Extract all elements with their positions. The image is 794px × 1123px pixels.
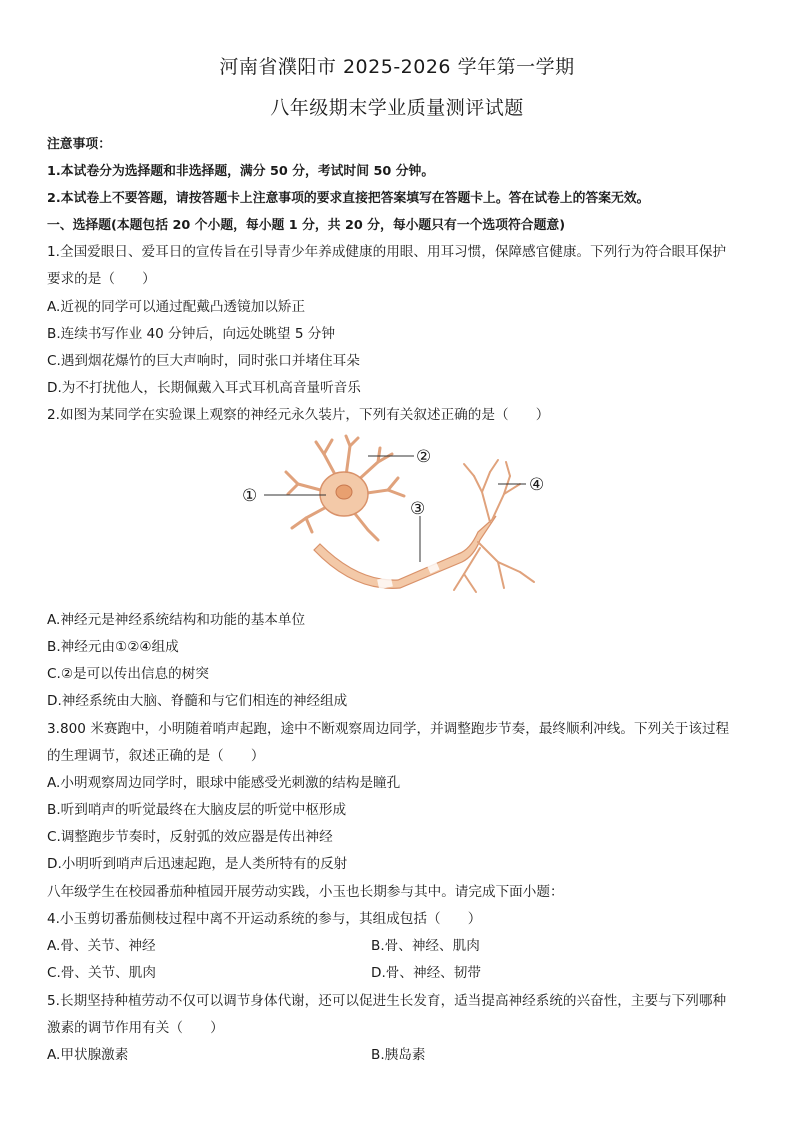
q1-stem-line1: 1.全国爱眼日、爱耳日的宣传旨在引导青少年养成健康的用眼、用耳习惯，保障感官健康。下列行为符合眼耳保护 xyxy=(47,244,727,260)
q4-stem: 4.小玉剪切番茄侧枝过程中离不开运动系统的参与，其组成包括（ ） xyxy=(47,911,482,927)
label-1: ① xyxy=(242,486,258,506)
q2-option-d: D.神经系统由大脑、脊髓和与它们相连的神经组成 xyxy=(47,693,348,709)
q1-option-b: B.连续书写作业 40 分钟后，向远处眺望 5 分钟 xyxy=(47,326,335,342)
label-4: ④ xyxy=(529,475,545,495)
q3-option-b: B.听到哨声的听觉最终在大脑皮层的听觉中枢形成 xyxy=(47,802,347,818)
exam-subtitle: 八年级期末学业质量测评试题 xyxy=(270,97,524,119)
q4-option-d: D.骨、神经、韧带 xyxy=(371,965,481,981)
axon-terminals xyxy=(454,460,534,592)
q3-stem-line1: 3.800 米赛跑中，小明随着哨声起跑，途中不断观察周边同学，并调整跑步节奏，最终顺利冲线。下列关于该过程 xyxy=(47,721,730,737)
exam-title: 河南省濮阳市 2025-2026 学年第一学期 xyxy=(219,56,575,78)
q2-option-a: A.神经元是神经系统结构和功能的基本单位 xyxy=(47,612,306,628)
q1-option-a: A.近视的同学可以通过配戴凸透镜加以矫正 xyxy=(47,299,306,315)
q1-option-c: C.遇到烟花爆竹的巨大声响时，同时张口并堵住耳朵 xyxy=(47,353,360,369)
notice-heading: 注意事项： xyxy=(47,137,111,152)
label-2: ② xyxy=(416,447,432,467)
q4-option-a: A.骨、关节、神经 xyxy=(47,938,156,954)
q5-option-b: B.胰岛素 xyxy=(371,1047,426,1063)
q5-stem-line1: 5.长期坚持种植劳动不仅可以调节身体代谢，还可以促进生长发育，适当提高神经系统的兴奋性，主要与下列哪种 xyxy=(47,993,727,1009)
notice-item-2: 2.本试卷上不要答题，请按答题卡上注意事项的要求直接把答案填写在答题卡上。答在试卷上的答案无效。 xyxy=(47,191,650,206)
q3-stem-line2: 的生理调节，叙述正确的是（ ） xyxy=(47,748,265,764)
q3-option-a: A.小明观察周边同学时，眼球中能感受光刺激的结构是瞳孔 xyxy=(47,775,401,791)
label-3: ③ xyxy=(410,499,426,519)
notice-item-1: 1.本试卷分为选择题和非选择题，满分 50 分，考试时间 50 分钟。 xyxy=(47,164,435,179)
q1-stem-line2: 要求的是（ ） xyxy=(47,271,156,287)
neuron-figure xyxy=(228,432,568,600)
q2-stem: 2.如图为某同学在实验课上观察的神经元永久装片，下列有关叙述正确的是（ ） xyxy=(47,407,550,423)
q5-stem-line2: 激素的调节作用有关（ ） xyxy=(47,1020,224,1036)
q2-option-b: B.神经元由①②④组成 xyxy=(47,639,179,655)
q5-option-a: A.甲状腺激素 xyxy=(47,1047,129,1063)
neuron-nucleus xyxy=(336,485,352,499)
neuron-axon xyxy=(314,516,496,588)
q3-option-c: C.调整跑步节奏时，反射弧的效应器是传出神经 xyxy=(47,829,333,845)
q1-option-d: D.为不打扰他人，长期佩戴入耳式耳机高音量听音乐 xyxy=(47,380,361,396)
q3-option-d: D.小明听到哨声后迅速起跑，是人类所特有的反射 xyxy=(47,856,348,872)
q4-option-b: B.骨、神经、肌肉 xyxy=(371,938,480,954)
context-text: 八年级学生在校园番茄种植园开展劳动实践，小玉也长期参与其中。请完成下面小题： xyxy=(47,884,564,900)
section-heading: 一、选择题(本题包括 20 个小题，每小题 1 分，共 20 分，每小题只有一个选项符合题意) xyxy=(47,218,566,233)
q4-option-c: C.骨、关节、肌肉 xyxy=(47,965,156,981)
q2-option-c: C.②是可以传出信息的树突 xyxy=(47,666,209,682)
